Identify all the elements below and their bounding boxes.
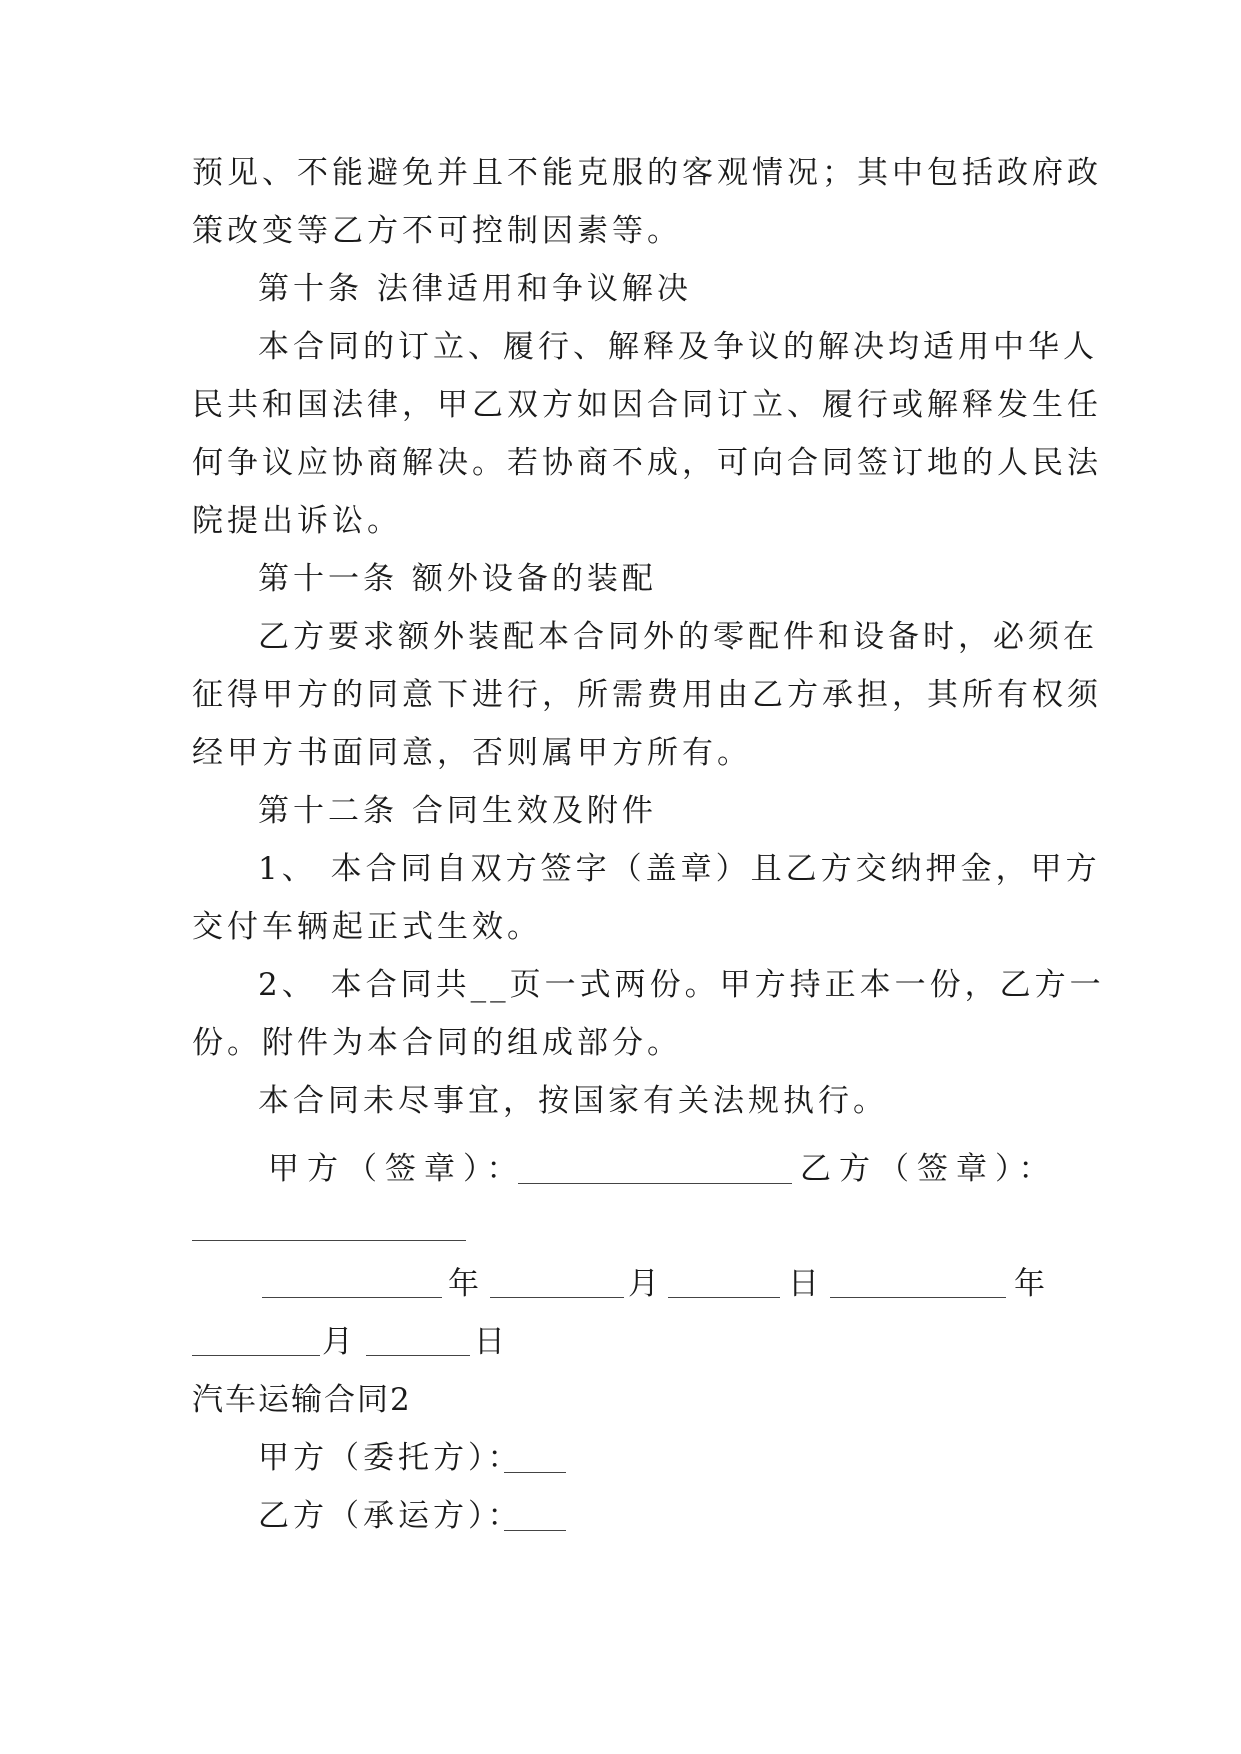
paragraph-line: 本合同未尽事宜，按国家有关法规执行。 — [258, 1083, 888, 1119]
date-b-month-label: 月 — [322, 1324, 357, 1360]
date-a-day-label: 日 — [788, 1266, 823, 1302]
party-a-blank — [504, 1472, 566, 1473]
date-b-day-blank — [366, 1355, 470, 1356]
paragraph-line: 院提出诉讼。 — [192, 503, 402, 539]
date-b-month-blank — [192, 1355, 320, 1356]
article-11-heading: 第十一条 额外设备的装配 — [258, 561, 657, 597]
paragraph-line: 策改变等乙方不可控制因素等。 — [192, 213, 682, 249]
party-b-label: 乙方（承运方）： — [258, 1498, 523, 1534]
signature-party-b-label: 乙方（签章）： — [800, 1151, 1058, 1187]
date-b-year-blank — [830, 1297, 1006, 1298]
section-title: 汽车运输合同2 — [192, 1382, 412, 1418]
signature-party-a-blank — [518, 1183, 792, 1184]
paragraph-line: 本合同的订立、履行、解释及争议的解决均适用中华人 — [258, 329, 1098, 365]
paragraph-line: 2、 本合同共__页一式两份。甲方持正本一份，乙方一 — [258, 967, 1105, 1003]
signature-party-b-blank — [192, 1240, 466, 1241]
paragraph-line: 征得甲方的同意下进行，所需费用由乙方承担，其所有权须 — [192, 677, 1102, 713]
paragraph-line: 份。附件为本合同的组成部分。 — [192, 1025, 682, 1061]
party-a-label: 甲方（委托方）： — [258, 1440, 523, 1476]
date-b-day-label: 日 — [474, 1324, 509, 1360]
article-12-heading: 第十二条 合同生效及附件 — [258, 793, 657, 829]
signature-party-a-label: 甲方（签章）： — [268, 1151, 526, 1187]
paragraph-line: 预见、不能避免并且不能克服的客观情况；其中包括政府政 — [192, 155, 1102, 191]
date-a-year-blank — [262, 1297, 442, 1298]
date-a-month-blank — [490, 1297, 624, 1298]
paragraph-line: 1、 本合同自双方签字（盖章）且乙方交纳押金，甲方 — [258, 851, 1101, 887]
paragraph-line: 民共和国法律，甲乙双方如因合同订立、履行或解释发生任 — [192, 387, 1102, 423]
paragraph-line: 何争议应协商解决。若协商不成，可向合同签订地的人民法 — [192, 445, 1102, 481]
paragraph-line: 交付车辆起正式生效。 — [192, 909, 542, 945]
date-a-day-blank — [668, 1297, 780, 1298]
party-b-blank — [504, 1530, 566, 1531]
paragraph-line: 经甲方书面同意，否则属甲方所有。 — [192, 735, 752, 771]
date-b-year-label: 年 — [1014, 1266, 1049, 1302]
date-a-month-label: 月 — [628, 1266, 663, 1302]
date-a-year-label: 年 — [448, 1266, 483, 1302]
article-10-heading: 第十条 法律适用和争议解决 — [258, 271, 692, 307]
paragraph-line: 乙方要求额外装配本合同外的零配件和设备时，必须在 — [258, 619, 1098, 655]
